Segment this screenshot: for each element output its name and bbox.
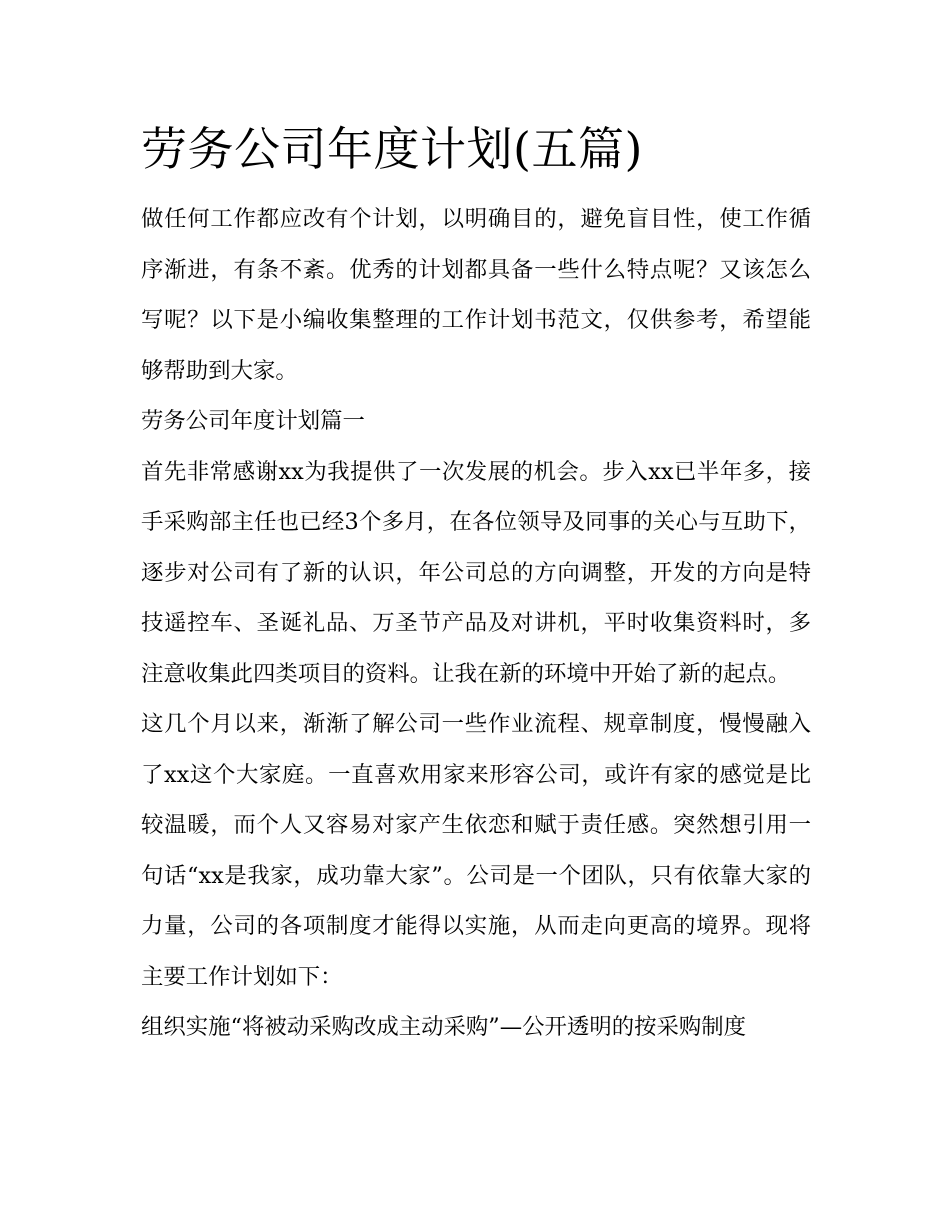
body-paragraph: 这几个月以来，渐渐了解公司一些作业流程、规章制度，慢慢融入了xx这个大家庭。一直喜欢用家来形容公司，或许有家的感觉是比较温暖，而个人又容易对家产生依恋和赋于责任感。突然想引用一句话“xx是我家，成功靠大家”。公司是一个团队，只有依靠大家的力量，公司的各项制度才能得以实施，从而走向更高的境界。现将主要工作计划如下： [141, 711, 811, 990]
section-heading: 劳务公司年度计划篇一 [141, 408, 365, 434]
body-paragraph: 组织实施“将被动采购改成主动采购”—公开透明的按采购制度 [141, 1014, 747, 1040]
body-paragraph: 首先非常感谢xx为我提供了一次发展的机会。步入xx已半年多，接手采购部主任也已经3个多月，在各位领导及同事的关心与互助下，逐步对公司有了新的认识，年公司总的方向调整，开发的方向是特技遥控车、圣诞礼品、万圣节产品及对讲机，平时收集资料时，多注意收集此四类项目的资料。让我在新的环境中开始了新的起点。 [141, 458, 811, 687]
document-body [141, 194, 811, 1053]
document-content [141, 118, 811, 1053]
document-title: 劳务公司年度计划(五篇) [141, 122, 643, 176]
intro-paragraph: 做任何工作都应改有个计划，以明确目的，避免盲目性，使工作循序渐进，有条不紊。优秀的计划都具备一些什么特点呢？又该怎么写呢？以下是小编收集整理的工作计划书范文，仅供参考，希望能够帮助到大家。 [141, 206, 811, 384]
